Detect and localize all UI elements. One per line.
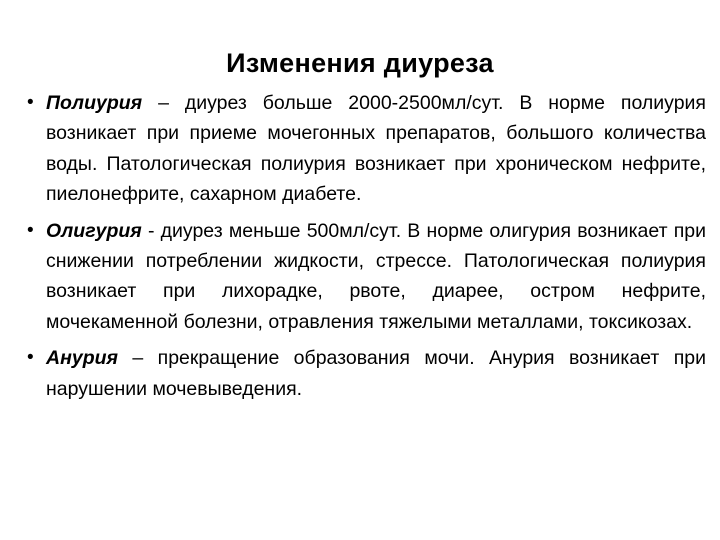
term-polyuria: Полиурия bbox=[46, 92, 143, 114]
definition-oliguria: - диурез меньше 500мл/сут. В норме олигурия возникает при снижении потреблении жидкости, стрессе. Патологическая полиурия возникает при лихорадке, рвоте, диарее, остром нефрите, мочекаменной болезни, отравления тяжелыми металлами, токсикозах. bbox=[46, 219, 706, 333]
bullet-marker: • bbox=[27, 219, 34, 241]
term-oliguria: Олигурия bbox=[46, 219, 142, 242]
bullet-item-anuria bbox=[22, 343, 706, 404]
term-anuria: Анурия bbox=[46, 347, 119, 370]
slide-title: Изменения диуреза bbox=[226, 48, 494, 79]
definition-anuria: – прекращение образования мочи. Анурия возникает при нарушении мочевыведения. bbox=[46, 347, 706, 400]
bullet-marker: • bbox=[27, 92, 34, 113]
bullet-item-polyuria bbox=[22, 88, 706, 210]
bullet-list bbox=[22, 88, 706, 410]
definition-polyuria: – диурез больше 2000-2500мл/сут. В норме полиурия возникает при приеме мочегонных препаратов, большого количества воды. Патологическая полиурия возникает при хроническом нефрите, пиелонефрите, сахарном диабете. bbox=[46, 92, 706, 206]
bullet-item-oliguria bbox=[22, 216, 706, 338]
bullet-marker: • bbox=[27, 347, 34, 369]
